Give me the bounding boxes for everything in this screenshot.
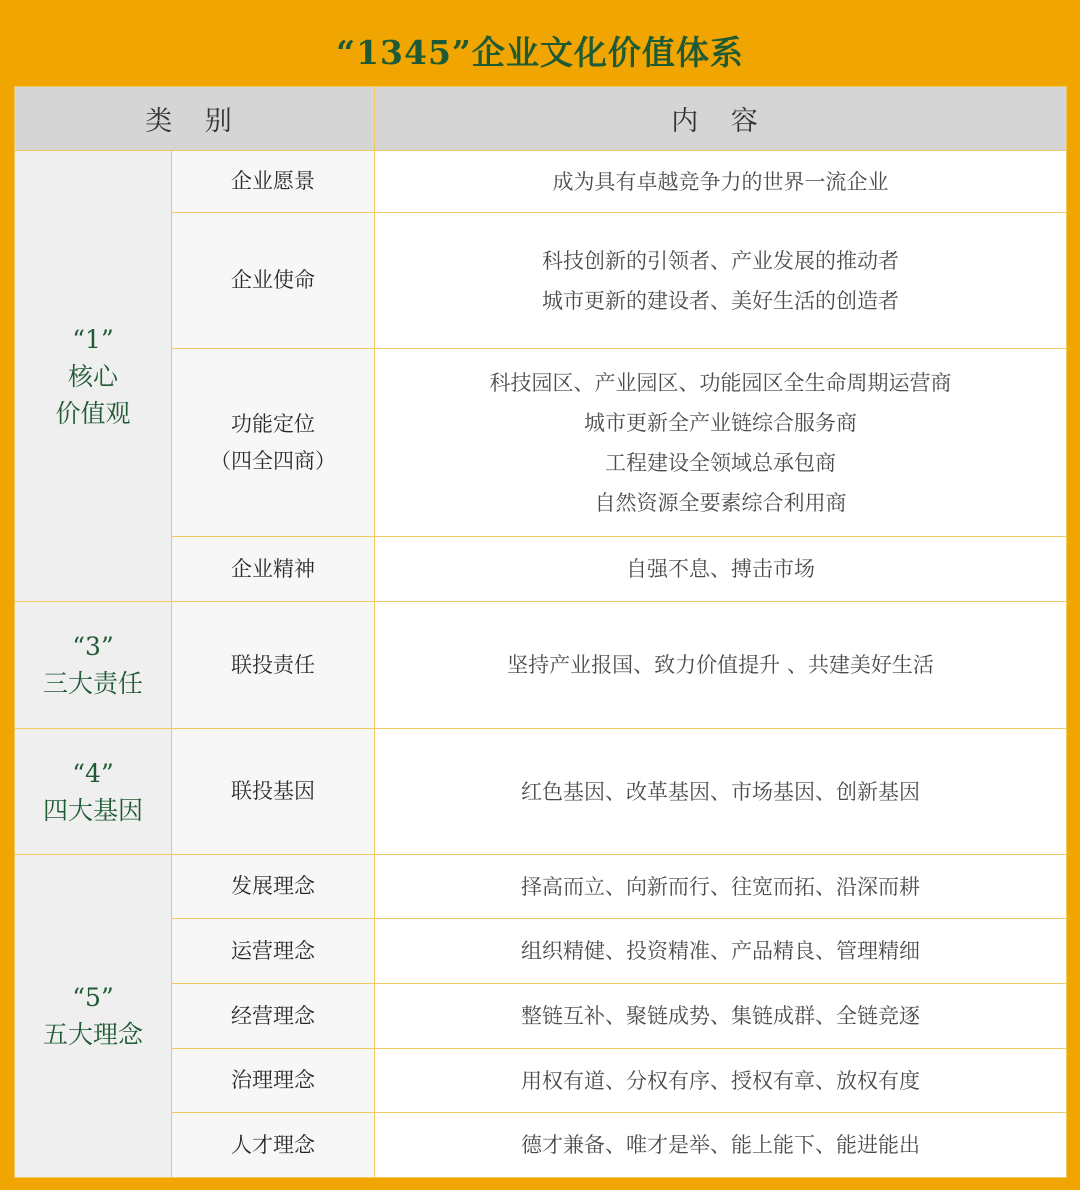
- content-line: 科技园区、产业园区、功能园区全生命周期运营商: [489, 370, 952, 395]
- item-label-cell: [172, 855, 375, 919]
- content-cell: [375, 349, 1067, 537]
- content-line: 坚持产业报国、致力价值提升 、共建美好生活: [507, 653, 934, 677]
- content-line: 择高而立、向新而行、往宽而拓、沿深而耕: [521, 874, 920, 899]
- table-row: [15, 919, 1067, 984]
- category-label: 核心: [67, 361, 118, 391]
- table-row: [15, 151, 1067, 213]
- category-cell: [15, 602, 172, 729]
- category-mark: “5”: [72, 983, 114, 1012]
- content-cell: [375, 919, 1067, 984]
- category-label: 三大责任: [42, 669, 143, 698]
- item-label: 联投基因: [231, 779, 315, 803]
- table-row: [15, 349, 1067, 537]
- table-row: [15, 729, 1067, 855]
- content-line: 城市更新全产业链综合服务商: [584, 410, 857, 435]
- table-title: “1345”企业文化价值体系: [14, 14, 1066, 86]
- category-mark: “3”: [72, 632, 114, 661]
- header-category: 类 别: [15, 87, 375, 151]
- content-line: 自强不息、搏击市场: [626, 557, 815, 581]
- category-mark: “4”: [72, 758, 114, 788]
- category-label: 四大基因: [42, 795, 143, 825]
- content-line: 科技创新的引领者、产业发展的推动者: [542, 248, 899, 273]
- item-label-cell: [172, 213, 375, 349]
- item-label-cell: [172, 1049, 375, 1113]
- content-line: 整链互补、聚链成势、集链成群、全链竞逐: [521, 1004, 920, 1028]
- content-line: 组织精健、投资精准、产品精良、管理精细: [521, 939, 920, 963]
- table-row: [15, 1049, 1067, 1113]
- content-line: 红色基因、改革基因、市场基因、创新基因: [521, 779, 920, 804]
- header-content: 内 容: [375, 87, 1067, 151]
- content-cell: [375, 213, 1067, 349]
- item-label-cell: [172, 919, 375, 984]
- table-row: [15, 855, 1067, 919]
- content-cell: [375, 537, 1067, 602]
- values-table: [14, 86, 1067, 1178]
- item-label-cell: [172, 1113, 375, 1178]
- item-label-cell: [172, 349, 375, 537]
- category-cell: [15, 855, 172, 1178]
- category-cell: [15, 729, 172, 855]
- item-label: 联投责任: [231, 652, 315, 677]
- item-label: 功能定位: [231, 411, 315, 436]
- table-row: [15, 1113, 1067, 1178]
- content-line: 用权有道、分权有序、授权有章、放权有度: [521, 1068, 920, 1093]
- content-cell: [375, 151, 1067, 213]
- item-label: （四全四商）: [210, 448, 336, 473]
- category-label: 五大理念: [42, 1020, 143, 1049]
- item-label-cell: [172, 537, 375, 602]
- table-row: [15, 537, 1067, 602]
- content-cell: [375, 1113, 1067, 1178]
- item-label-cell: [172, 602, 375, 729]
- category-label: 价值观: [55, 398, 131, 428]
- content-line: 城市更新的建设者、美好生活的创造者: [542, 288, 899, 313]
- content-line: 成为具有卓越竞争力的世界一流企业: [552, 169, 889, 194]
- content-cell: [375, 729, 1067, 855]
- item-label: 治理理念: [231, 1068, 315, 1092]
- content-cell: [375, 1049, 1067, 1113]
- item-label: 人才理念: [231, 1132, 315, 1157]
- table-row: [15, 213, 1067, 349]
- content-line: 自然资源全要素综合利用商: [594, 490, 847, 515]
- item-label: 企业精神: [231, 556, 315, 581]
- item-label: 企业使命: [231, 268, 315, 292]
- item-label-cell: [172, 151, 375, 213]
- category-cell: [15, 151, 172, 602]
- content-cell: [375, 602, 1067, 729]
- content-cell: [375, 855, 1067, 919]
- table-body: [15, 151, 1067, 1178]
- content-line: 工程建设全领域总承包商: [605, 450, 836, 475]
- item-label: 企业愿景: [231, 169, 315, 193]
- header-row: [15, 87, 1067, 151]
- item-label-cell: [172, 984, 375, 1049]
- item-label: 发展理念: [231, 874, 315, 898]
- table-row: [15, 602, 1067, 729]
- content-line: 德才兼备、唯才是举、能上能下、能进能出: [521, 1133, 920, 1157]
- item-label: 运营理念: [231, 938, 315, 963]
- item-label: 经营理念: [231, 1003, 315, 1028]
- table-row: [15, 984, 1067, 1049]
- content-cell: [375, 984, 1067, 1049]
- item-label-cell: [172, 729, 375, 855]
- category-mark: “1”: [72, 324, 114, 354]
